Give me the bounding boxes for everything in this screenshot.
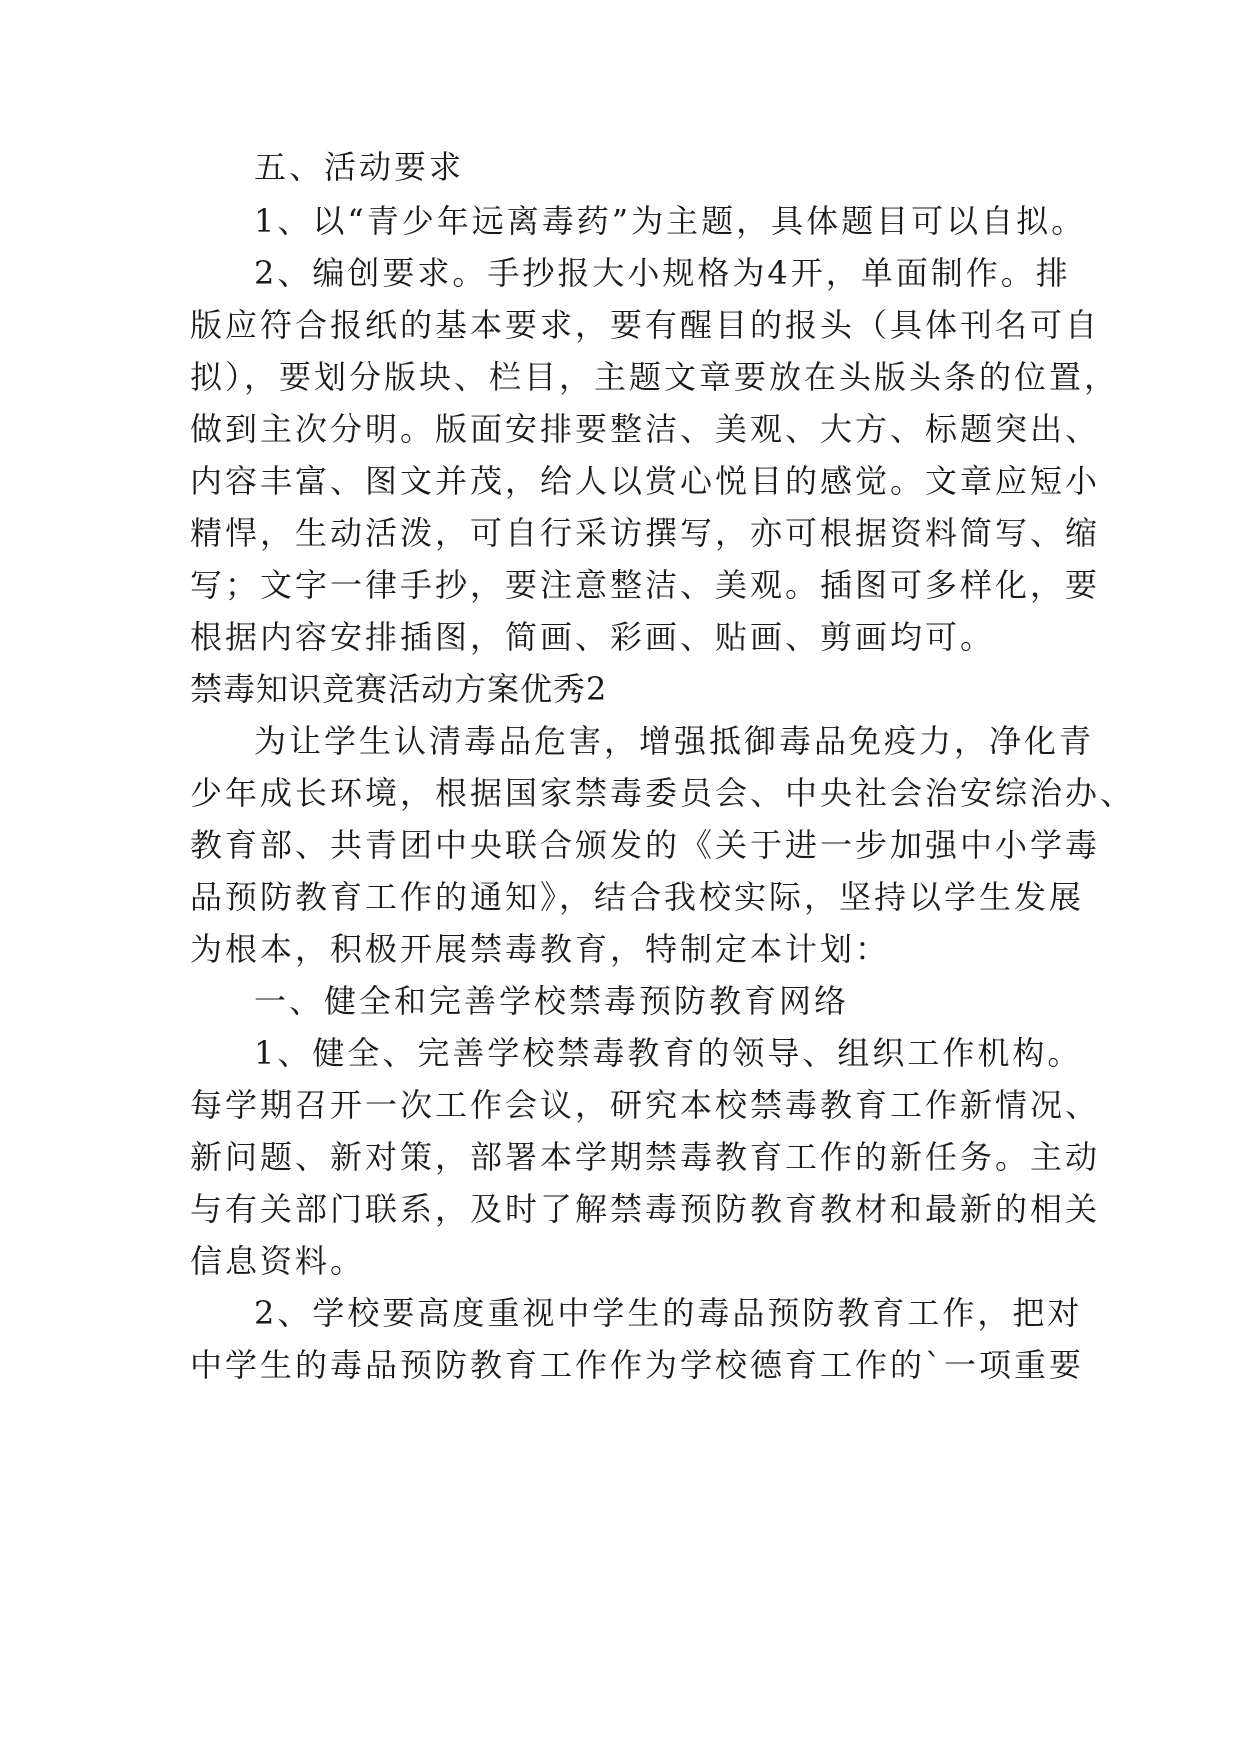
paragraph-line: 品预防教育工作的通知》，结合我校实际，坚持以学生发展 <box>190 878 1085 916</box>
paragraph-line: 与有关部门联系，及时了解禁毒预防教育教材和最新的相关 <box>190 1190 1101 1228</box>
paragraph-line: 做到主次分明。版面安排要整洁、美观、大方、标题突出、 <box>190 410 1101 448</box>
paragraph-line: 版应符合报纸的基本要求，要有醒目的报头（具体刊名可自 <box>190 306 1101 344</box>
paragraph-line: 少年成长环境，根据国家禁毒委员会、中央社会治安综治办、 <box>190 774 1136 812</box>
paragraph-line: 新问题、新对策，部署本学期禁毒教育工作的新任务。主动 <box>190 1138 1101 1176</box>
paragraph-line: 写；文字一律手抄，要注意整洁、美观。插图可多样化，要 <box>190 566 1101 604</box>
paragraph-line: 2、学校要高度重视中学生的毒品预防教育工作，把对 <box>254 1294 1083 1332</box>
paragraph-line: 信息资料。 <box>190 1242 366 1280</box>
paragraph-line: 1、健全、完善学校禁毒教育的领导、组织工作机构。 <box>254 1034 1083 1072</box>
paragraph-line: 为让学生认清毒品危害，增强抵御毒品免疫力，净化青 <box>254 722 1095 760</box>
paragraph-line: 1、以“青少年远离毒药”为主题，具体题目可以自拟。 <box>254 202 1087 240</box>
paragraph-line: 内容丰富、图文并茂，给人以赏心悦目的感觉。文章应短小 <box>190 462 1101 500</box>
paragraph-line: 精悍，生动活泼，可自行采访撰写，亦可根据资料简写、缩 <box>190 514 1101 552</box>
paragraph-line: 教育部、共青团中央联合颁发的《关于进一步加强中小学毒 <box>190 826 1101 864</box>
paragraph-line: 2、编创要求。手抄报大小规格为4开，单面制作。排 <box>254 254 1071 292</box>
paragraph-line: 每学期召开一次工作会议，研究本校禁毒教育工作新情况、 <box>190 1086 1101 1124</box>
document-title: 禁毒知识竞赛活动方案优秀2 <box>190 670 608 708</box>
paragraph-line: 中学生的毒品预防教育工作作为学校德育工作的`一项重要 <box>190 1346 1085 1384</box>
section-heading: 五、活动要求 <box>254 148 465 186</box>
paragraph-line: 为根本，积极开展禁毒教育，特制定本计划： <box>190 930 891 968</box>
paragraph-line: 根据内容安排插图，简画、彩画、贴画、剪画均可。 <box>190 618 996 656</box>
paragraph-line: 拟），要划分版块、栏目，主题文章要放在头版头条的位置， <box>190 358 1120 396</box>
section-heading: 一、健全和完善学校禁毒预防教育网络 <box>254 982 850 1020</box>
